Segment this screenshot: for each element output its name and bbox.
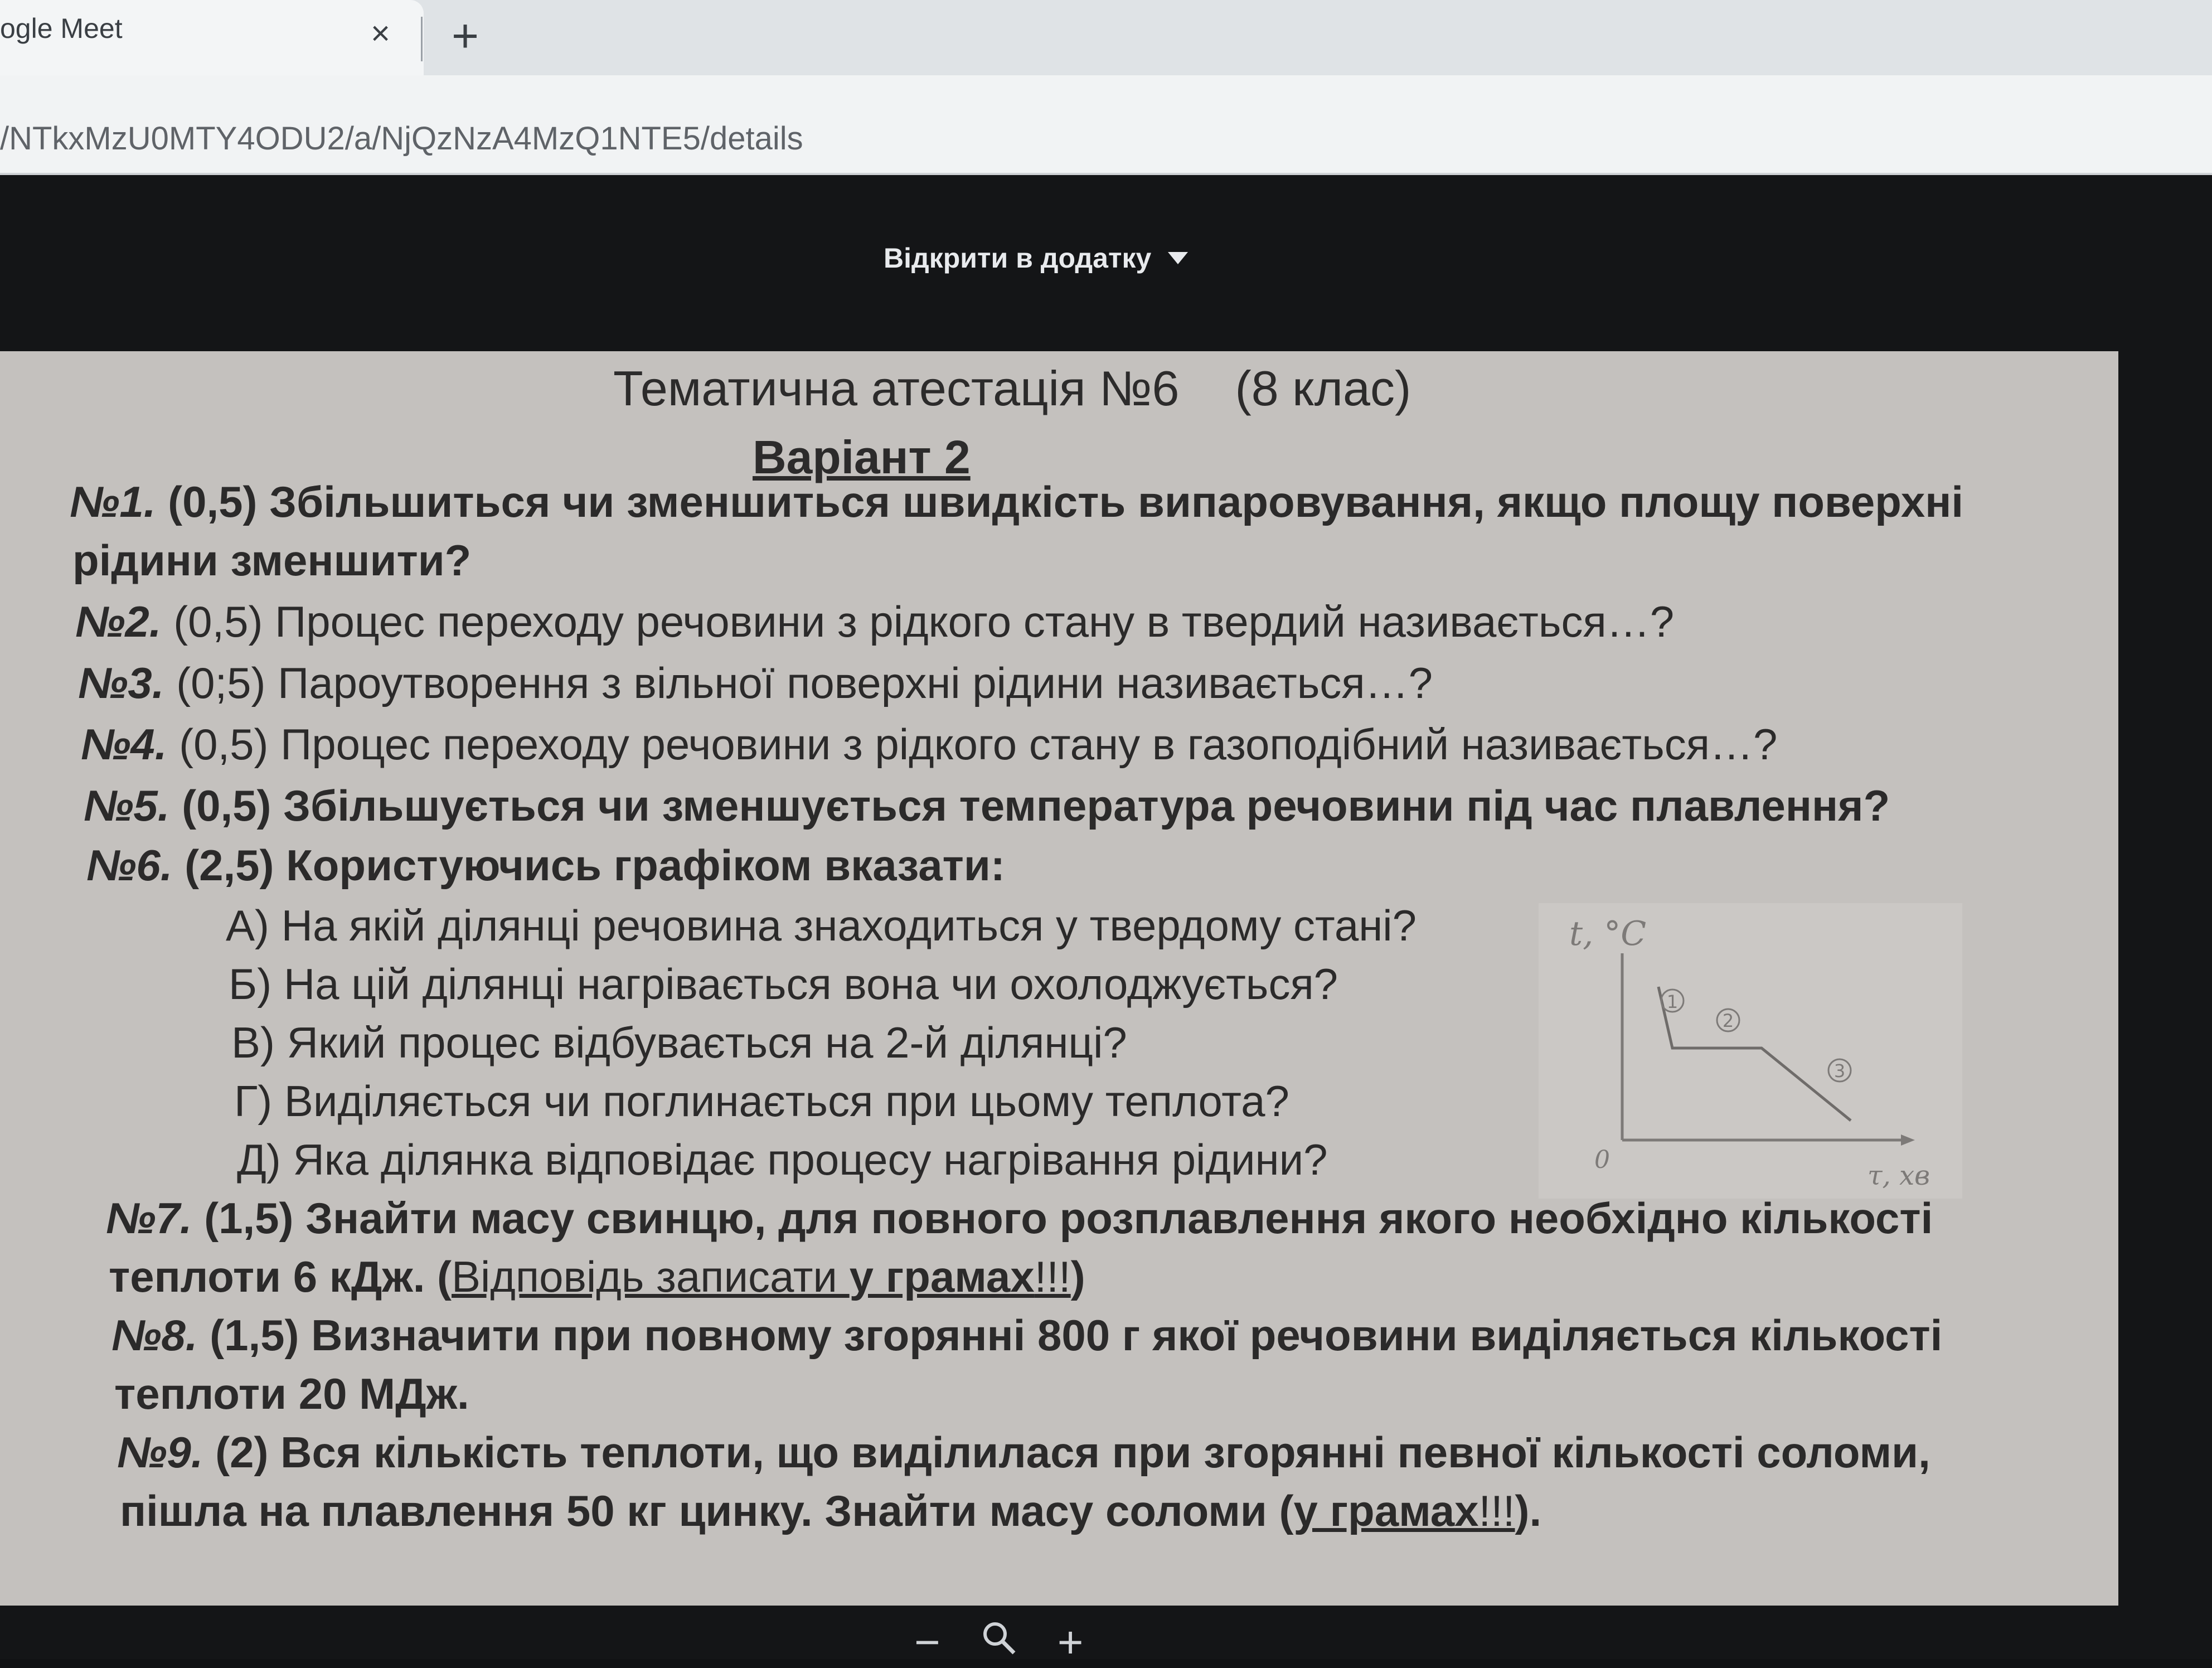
question-number: №4. [81,720,167,769]
segment-label-1: 1 [1666,991,1679,1012]
question-number: №2. [75,597,162,646]
question-number: №8. [111,1311,198,1360]
question-number: №6. [86,841,173,890]
question-9-line-2 [120,1483,1541,1539]
zoom-controls [914,1617,1083,1668]
question-number: №1. [70,477,156,526]
segment-label-3: 3 [1833,1060,1846,1082]
sub-question-a: А) На якій ділянці речовина знаходиться у твердому стані? [226,901,1417,950]
open-in-app-label: Відкрити в додатку [884,243,1152,274]
tab-bar [0,0,2212,75]
answer-units: у грамах [849,1252,1035,1301]
question-text: теплоти 6 кДж. ( [109,1252,452,1301]
question-5 [84,778,1890,833]
closing-bracket: ). [1515,1486,1542,1535]
sub-question-c: В) Який процес відбувається на 2-й ділянці? [231,1018,1127,1067]
question-number: №9. [117,1428,203,1477]
question-text: (0;5) Пароутворення з вільної поверхні рідини називається…? [164,658,1433,707]
origin-label: 0 [1594,1146,1610,1174]
document-page [0,351,2118,1606]
browser-tab[interactable] [0,0,424,75]
question-number: №5. [84,781,170,830]
graph-curve [1658,987,1851,1121]
question-number: №3. [78,658,164,707]
question-3 [78,655,1433,711]
question-text: (1,5) Знайти масу свинцю, для повного розплавлення якого необхідно кількості [192,1194,1933,1243]
chevron-down-icon [1168,252,1188,264]
answer-units: у грамах [1293,1486,1479,1535]
close-tab-icon[interactable]: × [371,14,391,52]
sub-question-b: Б) На цій ділянці нагрівається вона чи охолоджується? [229,959,1338,1008]
question-4 [81,716,1777,772]
question-text: пішла на плавлення 50 кг цинку. Знайти масу соломи ( [120,1486,1294,1535]
answer-instruction: Відповідь записати [452,1252,850,1301]
question-text: (0,5) Збільшується чи зменшується температура речовини під час плавлення? [169,781,1890,830]
x-axis-label: τ, хв [1867,1160,1930,1191]
address-bar[interactable] [0,75,2212,175]
sub-question-e: Д) Яка ділянка відповідає процесу нагрівання рідини? [237,1135,1328,1184]
question-1-line-1 [70,474,1963,530]
zoom-in-button[interactable]: + [1057,1617,1084,1667]
question-text: (2) Вся кількість теплоти, що виділилася при згорянні певної кількості соломи, [203,1428,1930,1477]
tab-separator [421,17,423,61]
search-icon[interactable] [979,1617,1018,1668]
question-8-line-1 [111,1307,1942,1363]
graph-svg [1539,903,1962,1199]
variant-heading: Варіант 2 [753,431,971,483]
url-text[interactable]: /NTkxMzU0MTY4ODU2/a/NjQzNzA4MzQ1NTE5/details [0,120,803,157]
tab-title: ogle Meet [0,13,123,44]
question-1-line-2 [72,532,471,588]
question-text: (0,5) Збільшиться чи зменшиться швидкість випаровування, якщо площу поверхні [156,477,1964,526]
segment-label-2: 2 [1722,1010,1734,1031]
sub-question-d: Г) Виділяється чи поглинається при цьому теплота? [234,1077,1289,1126]
question-9-line-1 [117,1424,1930,1480]
x-axis-arrow [1901,1134,1915,1146]
emphasis-marks: !!! [1478,1486,1515,1535]
open-in-app-button[interactable] [884,242,1188,274]
y-axis-label: t, °C [1569,914,1647,953]
question-text: (0,5) Процес переходу речовини з рідкого стану в твердий називається…? [161,597,1675,646]
question-7-line-1 [106,1190,1933,1246]
question-text: (1,5) Визначити при повному згорянні 800 г якої речовини виділяється кількості [197,1311,1943,1360]
document-title: Тематична атестація №6 [613,361,1180,416]
closing-bracket: ) [1070,1252,1085,1301]
question-number: №7. [106,1194,192,1243]
question-8-line-2: теплоти 20 МДж. [114,1369,469,1418]
temperature-time-graph [1539,903,1962,1199]
question-6 [86,837,1005,893]
document-grade: (8 клас) [1235,361,1411,416]
emphasis-marks: !!! [1034,1252,1071,1301]
question-text: (0,5) Процес переходу речовини з рідкого стану в газоподібний називається…? [167,720,1778,769]
question-text: рідини зменшити? [72,536,472,585]
question-2 [75,594,1674,649]
zoom-out-button[interactable]: − [914,1617,940,1667]
page-title [613,360,1411,417]
question-text: (2,5) Користуючись графіком вказати: [172,841,1005,890]
question-7-line-2 [109,1249,1085,1305]
new-tab-button[interactable]: + [452,9,479,62]
